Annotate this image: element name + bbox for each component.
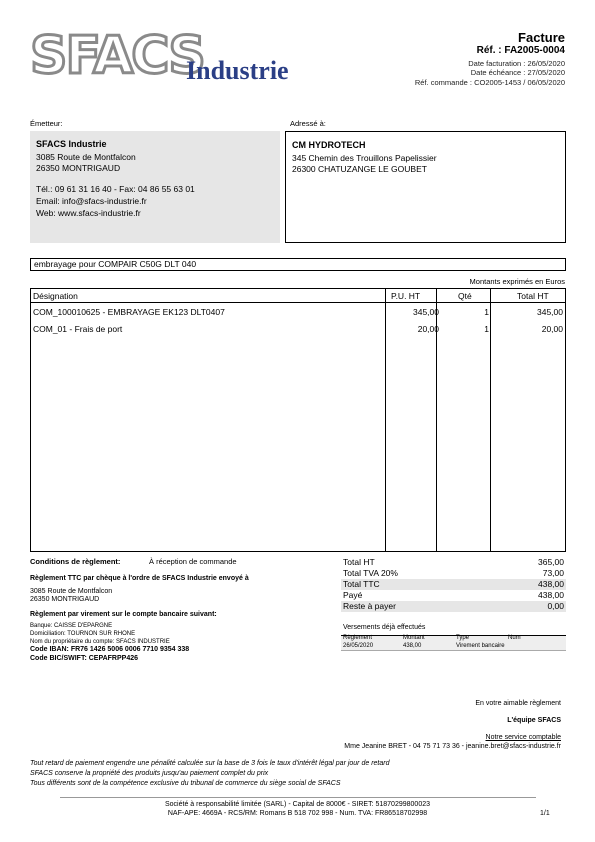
closing-team: L'équipe SFACS <box>507 717 561 724</box>
bank-domiciliation: Domiciliation: TOURNON SUR RHONE <box>30 631 136 637</box>
row-quantity: 1 <box>484 307 489 317</box>
closing-greeting: En votre aimable règlement <box>475 700 561 707</box>
accounting-contact: Mme Jeanine BRET - 04 75 71 73 36 - jeanine.bret@sfacs-industrie.fr <box>344 743 561 750</box>
currency-note: Montants exprimés en Euros <box>469 277 565 286</box>
invoice-title: Facture <box>518 30 565 45</box>
row-unit-price: 345,00 <box>413 307 439 317</box>
bic: Code BIC/SWIFT: CEPAFRPP426 <box>30 655 138 662</box>
payment-amount: 438,00 <box>403 643 422 649</box>
legal-jurisdiction: Tous différents sont de la compétence exclusive du tribunal de commerce du siège social de SFACS <box>30 780 341 787</box>
invoice-due-date: Date échéance : 27/05/2020 <box>470 68 565 77</box>
payment-conditions-label: Conditions de règlement: <box>30 557 121 566</box>
payment-type: Virement bancaire <box>456 643 505 649</box>
transfer-instructions: Règlement par virement sur le compte bancaire suivant: <box>30 611 217 618</box>
row-unit-price: 20,00 <box>417 324 439 334</box>
page-number: 1/1 <box>540 810 550 817</box>
recipient-box <box>285 131 566 243</box>
emitter-website: Web: www.sfacs-industrie.fr <box>36 208 141 218</box>
row-total: 20,00 <box>541 324 563 334</box>
header-quantity: Qté <box>458 291 472 301</box>
total-value: 0,00 <box>547 601 564 611</box>
payments-header-montant: Montant <box>403 635 425 641</box>
total-value: 365,00 <box>538 557 564 567</box>
account-owner: Nom du propriétaire du compte: SFACS INDUSTRIE <box>30 639 170 645</box>
invoice-date: Date facturation : 26/05/2020 <box>468 59 565 68</box>
total-value: 438,00 <box>538 590 564 600</box>
items-table <box>30 288 566 552</box>
payments-header-num: Num <box>508 635 521 641</box>
total-label: Reste à payer <box>343 601 396 611</box>
recipient-address2: 26300 CHATUZANGE LE GOUBET <box>292 164 427 174</box>
emitter-address2: 26350 MONTRIGAUD <box>36 163 121 173</box>
invoice-object: embrayage pour COMPAIR C50G DLT 040 <box>30 258 566 271</box>
total-value: 73,00 <box>542 568 564 578</box>
total-label: Total TVA 20% <box>343 568 398 578</box>
bank-name: Banque: CAISSE D'EPARGNE <box>30 623 113 629</box>
total-label: Total TTC <box>343 579 380 589</box>
total-row <box>341 557 566 568</box>
invoice-reference: Réf. : FA2005-0004 <box>476 45 565 56</box>
legal-ownership: SFACS conserve la propriété des produits jusqu'au paiement complet du prix <box>30 770 269 777</box>
total-label: Payé <box>343 590 363 600</box>
payments-header-type: Type <box>456 635 470 641</box>
emitter-phone: Tél.: 09 61 31 16 40 - Fax: 04 86 55 63 01 <box>36 184 195 194</box>
cheque-instructions: Règlement TTC par chèque à l'ordre de SFACS Industrie envoyé à <box>30 575 249 582</box>
header-total: Total HT <box>517 291 549 301</box>
payment-conditions-value: À réception de commande <box>149 557 237 566</box>
recipient-address1: 345 Chemin des Trouillons Papelissier <box>292 153 437 163</box>
total-row <box>341 579 566 590</box>
payment-date: 26/05/2020 <box>343 643 374 649</box>
payments-done-header <box>341 635 566 651</box>
emitter-name: SFACS Industrie <box>36 139 107 149</box>
company-logo-subtitle: Industrie <box>186 56 289 85</box>
cheque-address2: 26350 MONTRIGAUD <box>30 596 100 603</box>
header-unit-price: P.U. HT <box>391 291 421 301</box>
total-row <box>341 568 566 579</box>
total-row <box>341 601 566 612</box>
total-value: 438,00 <box>538 579 564 589</box>
footer-divider <box>60 797 536 798</box>
footer-registration: NAF-APE: 4669A - RCS/RM: Romans B 518 702 998 - Num. TVA: FR86518702998 <box>167 810 428 817</box>
row-designation: COM_01 - Frais de port <box>33 324 123 334</box>
row-total: 345,00 <box>537 307 563 317</box>
row-designation: COM_100010625 - EMBRAYAGE EK123 DLT0407 <box>33 307 225 317</box>
recipient-label: Adressé à: <box>290 119 326 128</box>
emitter-address1: 3085 Route de Montfalcon <box>36 152 136 162</box>
payments-header-reglement: Règlement <box>343 635 373 641</box>
total-row <box>341 590 566 601</box>
emitter-email: Email: info@sfacs-industrie.fr <box>36 196 147 206</box>
footer-company-info: Société à responsabilité limitée (SARL) - Capital de 8000€ - SIRET: 51870299800023 <box>165 801 430 808</box>
total-label: Total HT <box>343 557 375 567</box>
order-reference: Réf. commande : CO2005-1453 / 06/05/2020 <box>414 78 565 87</box>
emitter-label: Émetteur: <box>30 119 63 128</box>
legal-late-payment: Tout retard de paiement engendre une pénalité calculée sur la base de 3 fois le taux d'intérêt légal par jour de retard <box>30 760 390 767</box>
accounting-contact-label: Notre service comptable <box>485 734 561 741</box>
row-quantity: 1 <box>484 324 489 334</box>
iban: Code IBAN: FR76 1426 5006 0006 7710 9354 338 <box>30 646 190 653</box>
emitter-box <box>30 131 280 243</box>
payments-done-title: Versements déjà effectués <box>343 624 426 631</box>
recipient-name: CM HYDROTECH <box>292 140 366 150</box>
header-designation: Désignation <box>33 291 78 301</box>
company-logo: SFACS <box>30 26 204 86</box>
cheque-address1: 3085 Route de Montfalcon <box>30 588 113 595</box>
